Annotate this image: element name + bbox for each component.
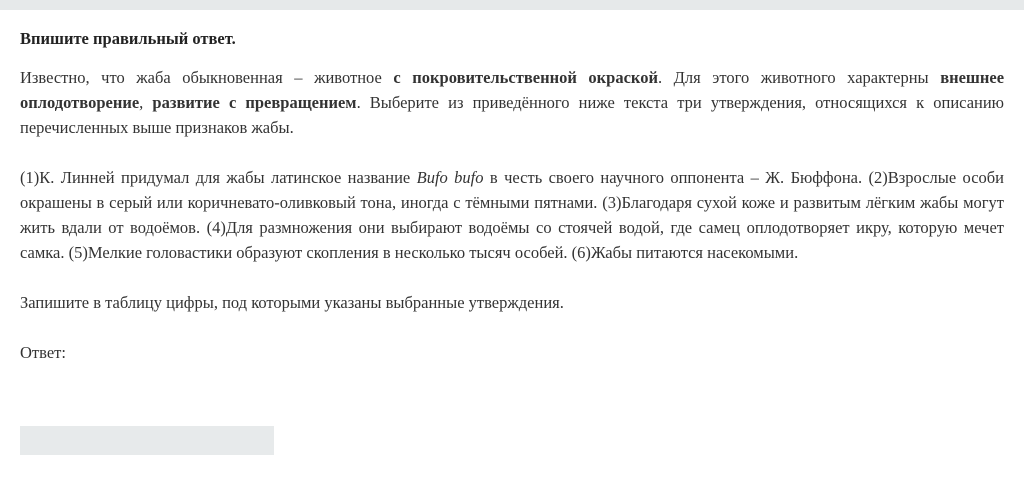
spacer [20,265,1004,290]
intro-bold-metamorphosis: развитие с превращением [152,93,357,112]
statements-text-2: в честь своего научного оппонента – Ж. Бюффона. (2)Взрослые особи окрашены в серый или коричневато-оливковый тона, иногда с тёмными пятнами. (3)Благодаря сухой коже и развитым лёгким жабы могут жить вдали от водоёмов. (4)Для размножения они выбирают водоёмы со стоячей водой, где самец оплодотворяет икру, которую мечет самка. (5)Мелкие головастики образуют скопления в несколько тысяч особей. (6)Жабы питаются насекомыми. [20,168,1004,262]
intro-text-3: , [139,93,153,112]
task-instruction: Впишите правильный ответ. [20,29,236,48]
intro-bold-fertilization: внешнее оплодотворение [20,68,1005,112]
latin-name: Bufo bufo [416,168,484,187]
task-prompt: Запишите в таблицу цифры, под которыми указаны выбранные утверждения. [20,293,564,312]
spacer [20,315,1004,340]
intro-bold-camouflage: с покровительственной окраской [393,68,658,87]
task-statements [20,165,1004,265]
top-bar [0,0,1024,10]
answer-input[interactable] [20,426,274,455]
intro-text-1: Известно, что жаба обыкновенная – животное [20,68,394,87]
spacer [20,140,1004,165]
task-intro [20,65,1004,140]
intro-text-2: . Для этого животного характерны [657,68,941,87]
intro-text-4: . Выберите из приведённого ниже текста три утверждения, относящихся к описанию перечисленных выше признаков жабы. [20,93,1005,137]
answer-label: Ответ: [20,343,66,362]
statements-text-1: (1)К. Линней придумал для жабы латинское название [20,168,417,187]
task-content [20,26,1004,365]
